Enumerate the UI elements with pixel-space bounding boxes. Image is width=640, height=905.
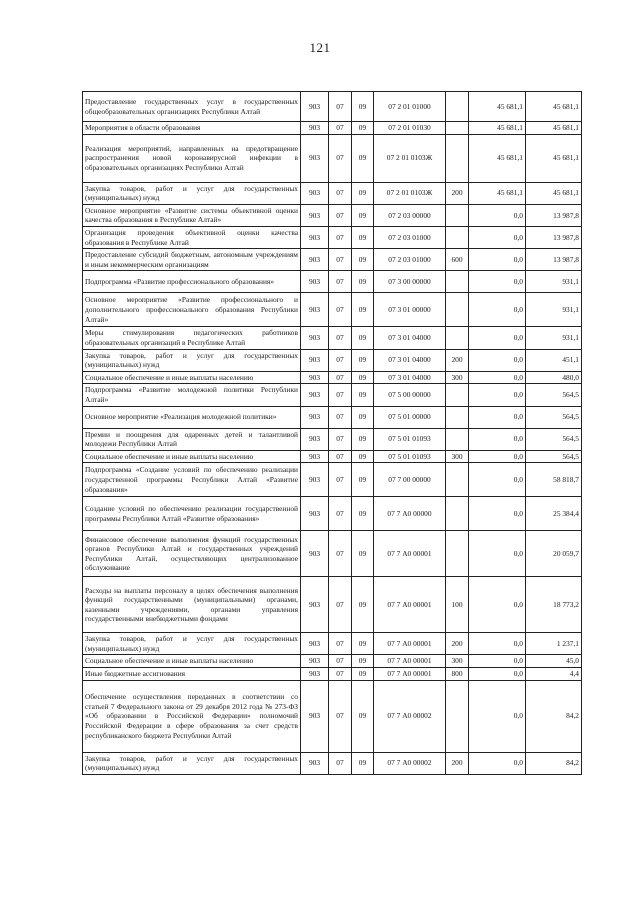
cell-amount-2: 931,1 (526, 327, 582, 349)
cell-amount-2: 564,5 (526, 406, 582, 428)
cell-expense-type: 800 (446, 668, 469, 681)
cell-amount-2: 58 818,7 (526, 463, 582, 497)
table-row (83, 752, 582, 774)
cell-admin-code: 903 (301, 249, 329, 271)
cell-subsection: 09 (352, 204, 374, 226)
cell-amount-2: 84,2 (526, 680, 582, 752)
cell-name: Подпрограмма «Создание условий по обеспечению реализации государственной программы Республики Алтай «Развитие образования» (83, 463, 301, 497)
page-number: 121 (309, 40, 331, 55)
cell-admin-code: 903 (301, 406, 329, 428)
cell-amount-2: 45 681,1 (526, 122, 582, 135)
cell-name: Социальное обеспечение и иные выплаты населению (83, 450, 301, 463)
cell-admin-code: 903 (301, 122, 329, 135)
cell-expense-type (446, 226, 469, 248)
cell-section: 07 (329, 182, 352, 204)
cell-amount-2: 45 681,1 (526, 182, 582, 204)
cell-section: 07 (329, 428, 352, 450)
cell-subsection: 09 (352, 531, 374, 577)
cell-name: Финансовое обеспечение выполнения функций государственных органов Республики Алтай и государственных учреждений Республики Алтай, осуществляющих централизованное обслуживание (83, 531, 301, 577)
cell-target-article: 07 7 А0 00001 (374, 633, 446, 655)
cell-admin-code: 903 (301, 349, 329, 371)
table-row (83, 577, 582, 633)
cell-amount-1: 0,0 (469, 450, 526, 463)
cell-expense-type (446, 463, 469, 497)
cell-subsection: 09 (352, 668, 374, 681)
cell-amount-1: 45 681,1 (469, 134, 526, 182)
cell-amount-1: 0,0 (469, 497, 526, 531)
cell-section: 07 (329, 122, 352, 135)
cell-expense-type (446, 134, 469, 182)
cell-admin-code: 903 (301, 226, 329, 248)
cell-name: Закупка товаров, работ и услуг для государственных (муниципальных) нужд (83, 349, 301, 371)
cell-amount-1: 0,0 (469, 293, 526, 327)
cell-expense-type (446, 271, 469, 293)
cell-name: Закупка товаров, работ и услуг для государственных (муниципальных) нужд (83, 182, 301, 204)
cell-section: 07 (329, 134, 352, 182)
cell-expense-type (446, 293, 469, 327)
cell-amount-2: 20 059,7 (526, 531, 582, 577)
cell-name: Премии и поощрения для одаренных детей и талантливой молодежи Республики Алтай (83, 428, 301, 450)
table-row (83, 497, 582, 531)
table-row (83, 122, 582, 135)
table-row (83, 92, 582, 122)
cell-target-article: 07 2 01 01030 (374, 122, 446, 135)
cell-admin-code: 903 (301, 327, 329, 349)
cell-expense-type (446, 327, 469, 349)
cell-section: 07 (329, 680, 352, 752)
cell-section: 07 (329, 577, 352, 633)
cell-subsection: 09 (352, 349, 374, 371)
cell-subsection: 09 (352, 249, 374, 271)
cell-expense-type: 300 (446, 655, 469, 668)
cell-admin-code: 903 (301, 204, 329, 226)
cell-expense-type: 100 (446, 577, 469, 633)
table-row (83, 226, 582, 248)
cell-name: Реализация мероприятий, направленных на предотвращение распространения новой коронавирусной инфекции в образовательных организациях Республики Алтай (83, 134, 301, 182)
cell-amount-2: 564,5 (526, 384, 582, 406)
cell-name: Основное мероприятие «Развитие профессионального и дополнительного профессионального образования Республики Алтай» (83, 293, 301, 327)
cell-target-article: 07 5 01 01093 (374, 428, 446, 450)
table-row (83, 680, 582, 752)
cell-name: Предоставление субсидий бюджетным, автономным учреждениям и иным некоммерческим организациям (83, 249, 301, 271)
cell-section: 07 (329, 293, 352, 327)
cell-expense-type: 200 (446, 633, 469, 655)
cell-amount-2: 84,2 (526, 752, 582, 774)
cell-subsection: 09 (352, 450, 374, 463)
cell-admin-code: 903 (301, 680, 329, 752)
cell-amount-2: 931,1 (526, 293, 582, 327)
table-row (83, 349, 582, 371)
cell-section: 07 (329, 226, 352, 248)
cell-subsection: 09 (352, 371, 374, 384)
table-row (83, 293, 582, 327)
cell-amount-2: 4,4 (526, 668, 582, 681)
cell-admin-code: 903 (301, 668, 329, 681)
table-row (83, 633, 582, 655)
cell-target-article: 07 3 01 04000 (374, 327, 446, 349)
cell-amount-1: 45 681,1 (469, 122, 526, 135)
table-row (83, 271, 582, 293)
cell-target-article: 07 7 А0 00001 (374, 577, 446, 633)
cell-subsection: 09 (352, 327, 374, 349)
cell-expense-type (446, 531, 469, 577)
cell-name: Обеспечение осуществления переданных в соответствии со статьей 7 Федерального закона от 29 декабря 2012 года № 273-ФЗ «Об образовании в Российской Федерации» полномочий Российской Федерации в сфере образования за счет средств республиканского бюджета Республики Алтай (83, 680, 301, 752)
cell-expense-type (446, 680, 469, 752)
cell-section: 07 (329, 633, 352, 655)
cell-admin-code: 903 (301, 633, 329, 655)
cell-name: Социальное обеспечение и иные выплаты населению (83, 371, 301, 384)
cell-target-article: 07 2 03 01000 (374, 226, 446, 248)
cell-name: Основное мероприятие «Реализация молодежной политики» (83, 406, 301, 428)
cell-subsection: 09 (352, 428, 374, 450)
cell-amount-2: 564,5 (526, 450, 582, 463)
cell-name: Создание условий по обеспечению реализации государственной программы Республики Алтай «Развитие образования» (83, 497, 301, 531)
cell-amount-1: 0,0 (469, 428, 526, 450)
cell-admin-code: 903 (301, 497, 329, 531)
cell-admin-code: 903 (301, 271, 329, 293)
cell-amount-2: 13 987,8 (526, 226, 582, 248)
cell-subsection: 09 (352, 182, 374, 204)
cell-section: 07 (329, 450, 352, 463)
cell-admin-code: 903 (301, 428, 329, 450)
cell-amount-2: 13 987,8 (526, 249, 582, 271)
cell-subsection: 09 (352, 406, 374, 428)
cell-section: 07 (329, 531, 352, 577)
table-row (83, 384, 582, 406)
cell-name: Иные бюджетные ассигнования (83, 668, 301, 681)
cell-subsection: 09 (352, 134, 374, 182)
cell-amount-1: 0,0 (469, 463, 526, 497)
cell-section: 07 (329, 497, 352, 531)
cell-section: 07 (329, 463, 352, 497)
cell-target-article: 07 3 01 00000 (374, 293, 446, 327)
cell-target-article: 07 3 01 04000 (374, 349, 446, 371)
cell-subsection: 09 (352, 384, 374, 406)
cell-amount-1: 0,0 (469, 349, 526, 371)
cell-name: Расходы на выплаты персоналу в целях обеспечения выполнения функций государственными (муниципальными) органами, казенными учреждениями, органами управления государственными внебюджетными фондами (83, 577, 301, 633)
cell-amount-1: 0,0 (469, 752, 526, 774)
cell-target-article: 07 3 01 04000 (374, 371, 446, 384)
cell-amount-1: 0,0 (469, 406, 526, 428)
cell-amount-2: 25 384,4 (526, 497, 582, 531)
cell-target-article: 07 7 А0 00002 (374, 752, 446, 774)
cell-target-article: 07 2 01 0103Ж (374, 134, 446, 182)
cell-amount-1: 0,0 (469, 371, 526, 384)
cell-name: Подпрограмма «Развитие молодежной политики Республики Алтай» (83, 384, 301, 406)
cell-amount-2: 18 773,2 (526, 577, 582, 633)
table-row (83, 406, 582, 428)
cell-subsection: 09 (352, 463, 374, 497)
cell-name: Предоставление государственных услуг в государственных общеобразовательных организациях Республики Алтай (83, 92, 301, 122)
cell-section: 07 (329, 384, 352, 406)
cell-name: Меры стимулирования педагогических работников образовательных организаций в Республике Алтай (83, 327, 301, 349)
cell-amount-1: 0,0 (469, 384, 526, 406)
cell-expense-type: 300 (446, 371, 469, 384)
cell-expense-type (446, 122, 469, 135)
table-row (83, 182, 582, 204)
cell-target-article: 07 7 А0 00001 (374, 668, 446, 681)
cell-amount-1: 0,0 (469, 668, 526, 681)
table-row (83, 134, 582, 182)
table-row (83, 531, 582, 577)
cell-target-article: 07 5 00 00000 (374, 384, 446, 406)
cell-name: Социальное обеспечение и иные выплаты населению (83, 655, 301, 668)
cell-subsection: 09 (352, 293, 374, 327)
cell-expense-type (446, 384, 469, 406)
cell-admin-code: 903 (301, 463, 329, 497)
cell-name: Закупка товаров, работ и услуг для государственных (муниципальных) нужд (83, 752, 301, 774)
cell-amount-1: 0,0 (469, 204, 526, 226)
cell-target-article: 07 2 01 0103Ж (374, 182, 446, 204)
cell-amount-1: 0,0 (469, 633, 526, 655)
cell-expense-type: 200 (446, 752, 469, 774)
cell-amount-2: 13 987,8 (526, 204, 582, 226)
cell-target-article: 07 7 А0 00002 (374, 680, 446, 752)
table-row (83, 655, 582, 668)
budget-table (82, 91, 582, 775)
cell-admin-code: 903 (301, 577, 329, 633)
cell-subsection: 09 (352, 271, 374, 293)
cell-section: 07 (329, 204, 352, 226)
table-row (83, 463, 582, 497)
cell-amount-1: 0,0 (469, 680, 526, 752)
cell-amount-1: 0,0 (469, 226, 526, 248)
cell-name: Закупка товаров, работ и услуг для государственных (муниципальных) нужд (83, 633, 301, 655)
cell-admin-code: 903 (301, 293, 329, 327)
cell-amount-1: 0,0 (469, 531, 526, 577)
cell-target-article: 07 7 А0 00001 (374, 531, 446, 577)
table-row (83, 204, 582, 226)
cell-target-article: 07 2 03 01000 (374, 249, 446, 271)
cell-admin-code: 903 (301, 371, 329, 384)
cell-amount-2: 564,5 (526, 428, 582, 450)
cell-target-article: 07 7 00 00000 (374, 463, 446, 497)
cell-amount-1: 0,0 (469, 655, 526, 668)
cell-section: 07 (329, 327, 352, 349)
cell-target-article: 07 2 03 00000 (374, 204, 446, 226)
cell-amount-1: 0,0 (469, 271, 526, 293)
cell-amount-2: 480,0 (526, 371, 582, 384)
budget-table-body (83, 92, 582, 775)
cell-section: 07 (329, 655, 352, 668)
table-row (83, 371, 582, 384)
cell-target-article: 07 5 01 00000 (374, 406, 446, 428)
cell-section: 07 (329, 271, 352, 293)
cell-expense-type: 300 (446, 450, 469, 463)
cell-amount-1: 0,0 (469, 577, 526, 633)
cell-target-article: 07 2 01 01000 (374, 92, 446, 122)
cell-admin-code: 903 (301, 752, 329, 774)
cell-admin-code: 903 (301, 134, 329, 182)
cell-expense-type (446, 92, 469, 122)
cell-name: Мероприятия в области образования (83, 122, 301, 135)
cell-amount-2: 45 681,1 (526, 134, 582, 182)
cell-expense-type (446, 406, 469, 428)
cell-amount-2: 451,1 (526, 349, 582, 371)
cell-subsection: 09 (352, 92, 374, 122)
cell-admin-code: 903 (301, 182, 329, 204)
cell-expense-type (446, 204, 469, 226)
cell-admin-code: 903 (301, 655, 329, 668)
cell-target-article: 07 7 А0 00000 (374, 497, 446, 531)
cell-subsection: 09 (352, 226, 374, 248)
cell-subsection: 09 (352, 122, 374, 135)
cell-amount-1: 45 681,1 (469, 92, 526, 122)
table-row (83, 668, 582, 681)
cell-target-article: 07 3 00 00000 (374, 271, 446, 293)
cell-section: 07 (329, 752, 352, 774)
cell-subsection: 09 (352, 680, 374, 752)
cell-subsection: 09 (352, 577, 374, 633)
cell-section: 07 (329, 668, 352, 681)
cell-section: 07 (329, 371, 352, 384)
table-row (83, 450, 582, 463)
cell-admin-code: 903 (301, 384, 329, 406)
cell-expense-type (446, 428, 469, 450)
cell-expense-type: 200 (446, 349, 469, 371)
cell-expense-type: 600 (446, 249, 469, 271)
cell-admin-code: 903 (301, 92, 329, 122)
cell-expense-type (446, 497, 469, 531)
cell-expense-type: 200 (446, 182, 469, 204)
cell-subsection: 09 (352, 655, 374, 668)
cell-name: Подпрограмма «Развитие профессионального образования» (83, 271, 301, 293)
cell-amount-2: 931,1 (526, 271, 582, 293)
cell-section: 07 (329, 349, 352, 371)
cell-target-article: 07 7 А0 00001 (374, 655, 446, 668)
cell-subsection: 09 (352, 633, 374, 655)
cell-target-article: 07 5 01 01093 (374, 450, 446, 463)
cell-amount-1: 0,0 (469, 327, 526, 349)
cell-name: Организация проведения объективной оценки качества образования в Республике Алтай (83, 226, 301, 248)
table-row (83, 249, 582, 271)
cell-amount-2: 45,0 (526, 655, 582, 668)
table-row (83, 428, 582, 450)
cell-subsection: 09 (352, 497, 374, 531)
cell-name: Основное мероприятие «Развитие системы объективной оценки качества образования в Республике Алтай» (83, 204, 301, 226)
cell-subsection: 09 (352, 752, 374, 774)
cell-amount-1: 0,0 (469, 249, 526, 271)
cell-admin-code: 903 (301, 450, 329, 463)
table-row (83, 327, 582, 349)
cell-section: 07 (329, 249, 352, 271)
cell-amount-2: 1 237,1 (526, 633, 582, 655)
cell-section: 07 (329, 92, 352, 122)
cell-admin-code: 903 (301, 531, 329, 577)
cell-amount-1: 45 681,1 (469, 182, 526, 204)
cell-section: 07 (329, 406, 352, 428)
cell-amount-2: 45 681,1 (526, 92, 582, 122)
